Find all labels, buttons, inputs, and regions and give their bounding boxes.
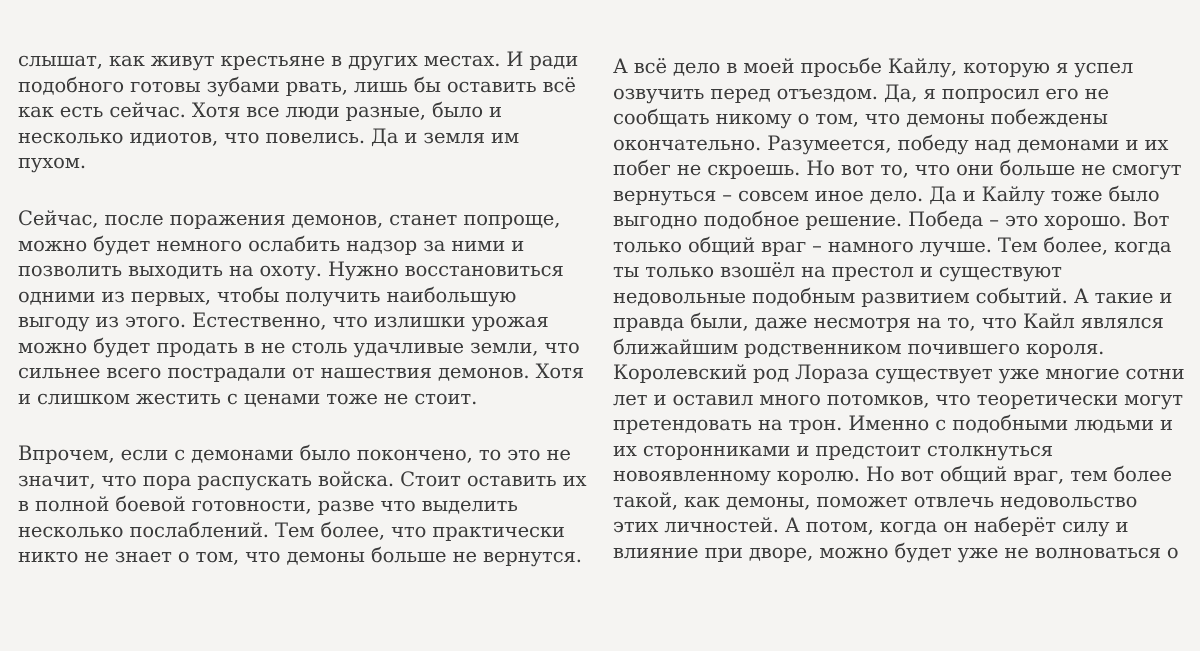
text-line: несколько идиотов, что повелись. Да и земля им [18, 124, 520, 148]
text-line: выгоду из этого. Естественно, что излишки урожая [18, 309, 549, 332]
text-line: значит, что пора распускать войска. Стоит оставить их [18, 467, 587, 491]
text-line: правда были, даже несмотря на то, что Кайл являлся [613, 310, 1164, 333]
text-line: пухом. [18, 150, 86, 173]
text-line: выгодно подобное решение. Победа – это хорошо. Вот [613, 208, 1170, 231]
text-line: Впрочем, если с демонами было покончено, то это не [18, 442, 571, 465]
text-line: можно будет немного ослабить надзор за ними и [18, 232, 525, 256]
text-line: окончательно. Разумеется, победу над демонами и их [613, 131, 1169, 155]
text-line: этих личностей. А потом, когда он наберёт силу и [613, 514, 1129, 537]
text-line: никто не знает о том, что демоны больше не вернутся. [18, 544, 582, 567]
text-line: недовольные подобным развитием событий. А такие и [613, 284, 1173, 308]
text-line: Сейчас, после поражения демонов, станет попроще, [18, 207, 561, 230]
text-line: их сторонниками и предстоит столкнуться [613, 437, 1053, 461]
text-line: одними из первых, чтобы получить наибольшую [18, 283, 517, 307]
text-line: ты только взошёл на престол и существуют [613, 259, 1062, 282]
text-line: как есть сейчас. Хотя все люди разные, было и [18, 99, 502, 122]
text-line: только общий враг – намного лучше. Тем более, когда [613, 233, 1172, 257]
text-line: такой, как демоны, поможет отвлечь недовольство [613, 488, 1138, 512]
text-line: претендовать на трон. Именно с подобными людьми и [613, 412, 1173, 435]
text-line: лет и оставил много потомков, что теоретически могут [613, 386, 1183, 410]
text-line: влияние при дворе, можно будет уже не волноваться о [613, 539, 1179, 563]
text-line: несколько послаблений. Тем более, что практически [18, 518, 565, 542]
text-line: подобного готовы зубами рвать, лишь бы оставить всё [18, 73, 576, 97]
text-line: сообщать никому о том, что демоны побеждены [613, 106, 1108, 129]
text-line: вернуться – совсем иное дело. Да и Кайлу тоже было [613, 182, 1160, 206]
text-line: ближайшим родственником почившего короля. [613, 335, 1105, 359]
paragraph [18, 47, 578, 175]
paragraph [18, 206, 584, 410]
text-line: сильнее всего пострадали от нашествия демонов. Хотя [18, 360, 584, 383]
paragraph [18, 441, 586, 569]
text-line: побег не скроешь. Но вот то, что они больше не смогут [613, 157, 1182, 180]
text-line: новоявленному королю. Но вот общий враг, тем более [613, 463, 1172, 486]
text-line: в полной боевой готовности, разве что выделить [18, 493, 518, 516]
text-line: Королевский род Лораза существует уже многие сотни [613, 361, 1185, 384]
text-line: позволить выходить на охоту. Нужно восстановиться [18, 258, 564, 281]
text-line: и слишком жестить с ценами тоже не стоит. [18, 385, 478, 409]
text-line: А всё дело в моей просьбе Кайлу, которую я успел [613, 55, 1134, 78]
paragraph [613, 54, 1184, 564]
text-line: озвучить перед отъездом. Да, я попросил его не [613, 80, 1109, 104]
text-line: слышат, как живут крестьяне в других местах. И ради [18, 48, 579, 71]
text-line: можно будет продать в не столь удачливые земли, что [18, 334, 580, 358]
